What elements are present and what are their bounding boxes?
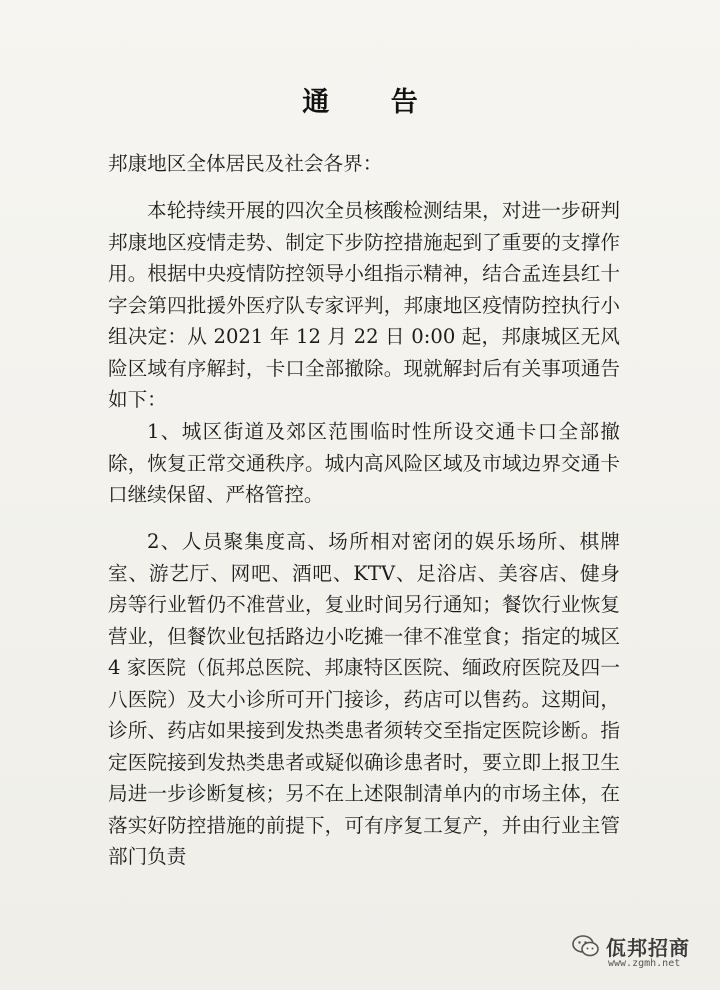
notice-title: 通 告 [302, 87, 444, 118]
watermark-brand: 佤邦招商 [606, 936, 690, 960]
paragraph-intro: 本轮持续开展的四次全员核酸检测结果，对进一步研判邦康地区疫情走势、制定下步防控措施起到了重要的支撑作用。根据中央疫情防控领导小组指示精神，结合孟连县红十字会第四批援外医疗队专家评判，邦康地区疫情防控执行小组决定：从 2021 年 12 月 22 日 0:00 起，邦康城区无风险区域有序解封，卡口全部撤除。现就解封后有关事项通告如下： [108, 199, 620, 411]
paragraph-item-2: 2、人员聚集度高、场所相对密闭的娱乐场所、棋牌室、游艺厅、网吧、酒吧、KTV、足浴店、美容店、健身房等行业暂仍不准营业，复业时间另行通知；餐饮行业恢复营业，但餐饮业包括路边小吃摊一律不准堂食；指定的城区 4 家医院（佤邦总医院、邦康特区医院、缅政府医院及四一八医院）及大小诊所可开门接诊，药店可以售药。这期间，诊所、药店如果接到发热类患者须转交至指定医院诊断。指定医院接到发热类患者或疑似确诊患者时，要立即上报卫生局进一步诊断复核；另不在上述限制清单内的市场主体，在落实好防控措施的前提下，可有序复工复产，并由行业主管部门负责 [108, 530, 620, 868]
watermark-logo [572, 932, 702, 972]
watermark-url: www.zgmh.net [608, 958, 681, 969]
paragraph-item-1: 1、城区街道及郊区范围临时性所设交通卡口全部撤除，恢复正常交通秩序。城内高风险区域及市域边界交通卡口继续保留、严格管控。 [108, 420, 620, 506]
salutation: 邦康地区全体居民及社会各界： [108, 152, 383, 175]
wechat-icon [572, 934, 600, 958]
